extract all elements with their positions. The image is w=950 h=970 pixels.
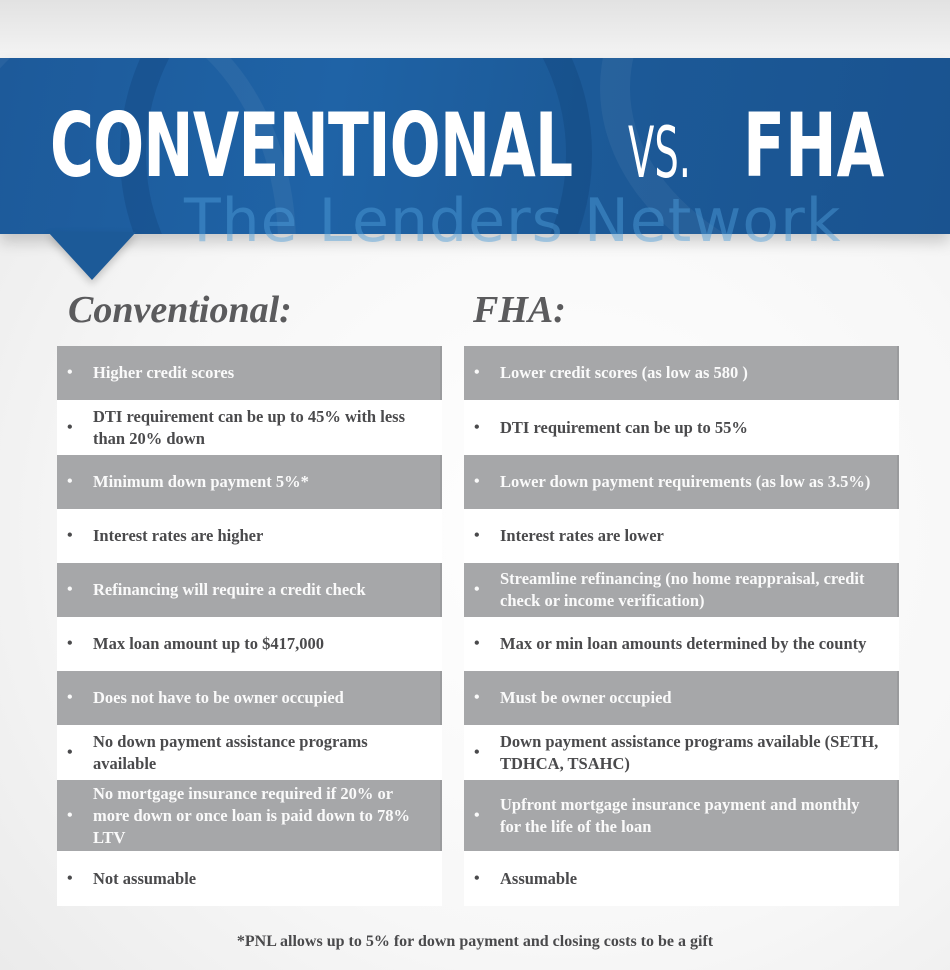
list-item <box>57 400 442 455</box>
bullet-icon: • <box>474 743 480 761</box>
heading-fha: FHA: <box>473 289 566 331</box>
list-item <box>464 671 899 725</box>
list-item <box>464 509 899 563</box>
list-item <box>464 617 899 671</box>
conventional-list <box>57 346 442 906</box>
bullet-icon: • <box>67 527 73 544</box>
list-item <box>57 780 442 851</box>
list-item <box>464 563 899 617</box>
page-title <box>50 94 910 197</box>
list-item-text: Max loan amount up to $417,000 <box>93 634 325 653</box>
list-item <box>464 725 899 780</box>
list-item-text: Interest rates are lower <box>500 526 664 545</box>
list-item <box>464 851 899 906</box>
list-item-text: No down payment assistance programs available <box>93 731 368 773</box>
title-fha: FHA <box>743 94 885 197</box>
bullet-icon: • <box>474 806 480 824</box>
list-item-text: Minimum down payment 5%* <box>93 472 309 491</box>
banner-pointer <box>48 232 136 280</box>
list-item-text: DTI requirement can be up to 45% with less than 20% down <box>93 406 405 448</box>
bullet-icon: • <box>67 743 73 761</box>
list-item-text: Does not have to be owner occupied <box>93 688 344 707</box>
list-item-text: Refinancing will require a credit check <box>93 580 366 599</box>
title-conventional: CONVENTIONAL <box>50 94 573 197</box>
list-item-text: Down payment assistance programs available (SETH, TDHCA, TSAHC) <box>500 731 879 773</box>
list-item <box>57 563 442 617</box>
list-item <box>57 671 442 725</box>
bullet-icon: • <box>67 364 73 381</box>
bullet-icon: • <box>67 806 73 824</box>
list-item-text: No mortgage insurance required if 20% or more down or once loan is paid down to 78% LTV <box>93 783 411 847</box>
bullet-icon: • <box>474 418 480 436</box>
list-item-text: DTI requirement can be up to 55% <box>500 417 748 437</box>
top-background <box>0 0 950 60</box>
list-item <box>57 851 442 906</box>
list-item-text: Lower credit scores (as low as 580 ) <box>500 363 748 382</box>
bullet-icon: • <box>474 473 480 490</box>
bullet-icon: • <box>474 635 480 652</box>
list-item-text: Not assumable <box>93 868 197 888</box>
list-item <box>57 346 442 400</box>
watermark-text: The Lenders Network <box>184 186 842 256</box>
bullet-icon: • <box>474 581 480 598</box>
bullet-icon: • <box>474 364 480 381</box>
list-item-text: Streamline refinancing (no home reappraisal, credit check or income verification) <box>500 569 865 610</box>
bullet-icon: • <box>67 689 73 706</box>
list-item <box>464 346 899 400</box>
bullet-icon: • <box>474 689 480 706</box>
bullet-icon: • <box>474 869 480 887</box>
list-item-text: Lower down payment requirements (as low as 3.5%) <box>500 472 871 491</box>
bullet-icon: • <box>67 581 73 598</box>
list-item <box>464 455 899 509</box>
bullet-icon: • <box>67 418 73 436</box>
list-item-text: Interest rates are higher <box>93 526 264 545</box>
footnote: *PNL allows up to 5% for down payment and closing costs to be a gift <box>236 933 714 950</box>
fha-list <box>464 346 899 906</box>
list-item <box>464 400 899 455</box>
list-item <box>464 780 899 851</box>
list-item <box>57 617 442 671</box>
bullet-icon: • <box>67 869 73 887</box>
list-item-text: Must be owner occupied <box>500 688 672 707</box>
heading-conventional: Conventional: <box>68 289 292 331</box>
list-item-text: Assumable <box>500 868 578 888</box>
bullet-icon: • <box>474 527 480 544</box>
list-item <box>57 725 442 780</box>
list-item-text: Higher credit scores <box>93 363 235 382</box>
bullet-icon: • <box>67 635 73 652</box>
title-vs: VS. <box>628 112 692 194</box>
list-item <box>57 509 442 563</box>
bullet-icon: • <box>67 473 73 490</box>
list-item-text: Upfront mortgage insurance payment and monthly for the life of the loan <box>500 794 860 836</box>
list-item-text: Max or min loan amounts determined by the county <box>500 634 867 653</box>
list-item <box>57 455 442 509</box>
